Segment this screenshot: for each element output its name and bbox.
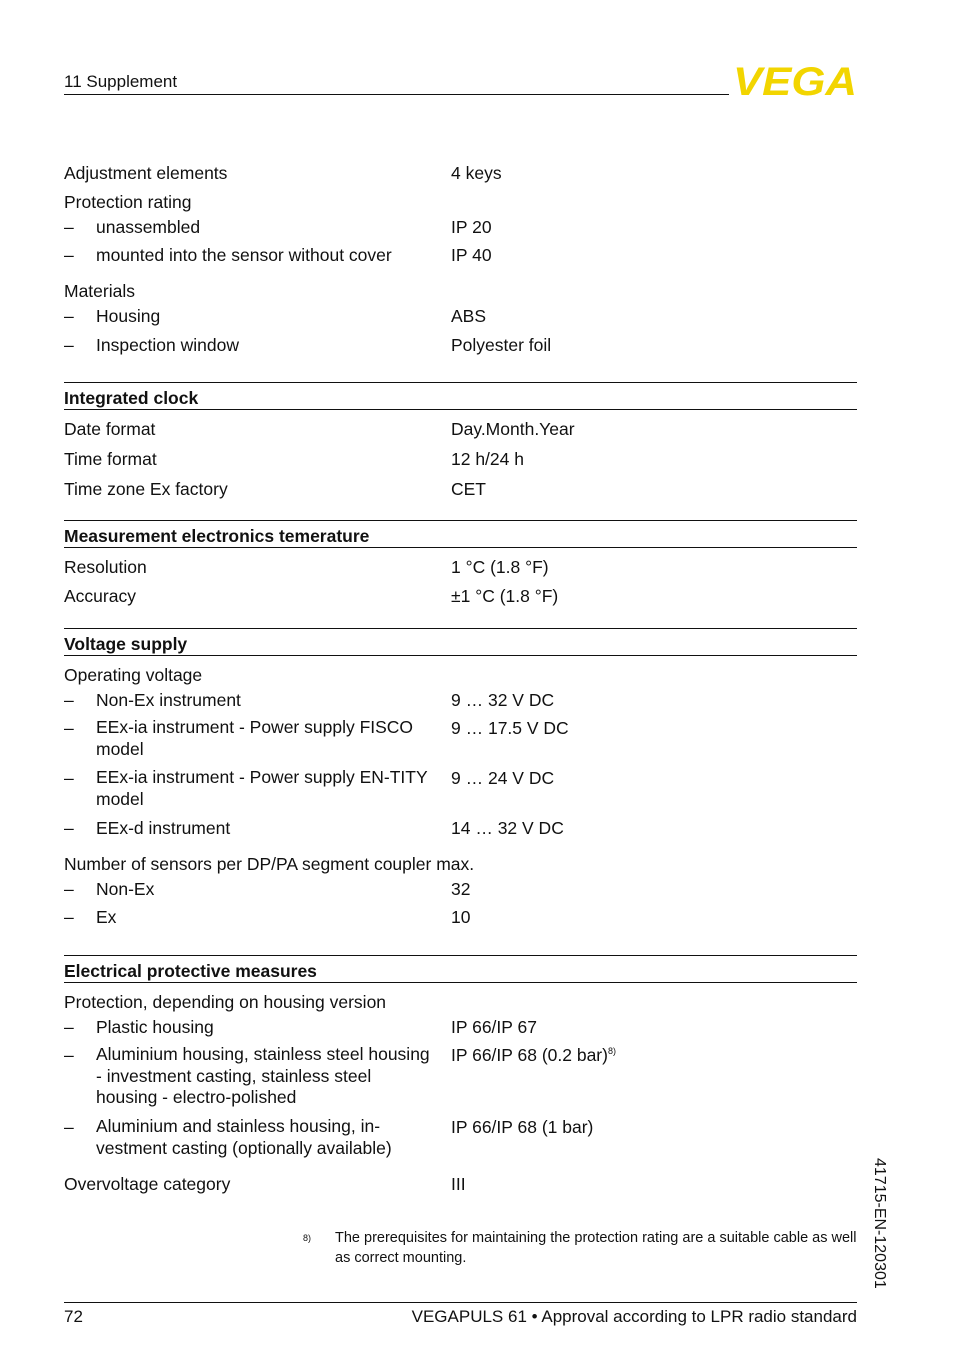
value-eex-ia-entity: 9 … 24 V DC bbox=[451, 768, 555, 788]
dash: – bbox=[64, 690, 74, 710]
page-number: 72 bbox=[64, 1307, 83, 1326]
value-aluminium-investment-casting: IP 66/IP 68 (1 bar) bbox=[451, 1117, 594, 1137]
dash: – bbox=[64, 879, 74, 899]
section-title: Measurement electronics temerature bbox=[64, 526, 370, 546]
value-inspection-window: Polyester foil bbox=[451, 335, 552, 355]
dash: – bbox=[64, 818, 74, 838]
dash: – bbox=[64, 217, 74, 237]
value-overvoltage-category: III bbox=[451, 1174, 466, 1194]
vega-logo bbox=[733, 63, 857, 99]
dash: – bbox=[64, 1017, 74, 1037]
dash: – bbox=[64, 1045, 74, 1065]
label-sensors-non-ex: Non-Ex bbox=[96, 879, 155, 899]
section-electrical-protective-measures bbox=[64, 955, 857, 983]
footnote-ref: 8) bbox=[607, 1046, 616, 1057]
label-eex-ia-fisco: EEx-ia instrument - Power supply FISCO model bbox=[96, 717, 414, 759]
footer-rule bbox=[64, 1302, 857, 1303]
dash: – bbox=[64, 768, 74, 788]
section-title: Electrical protective measures bbox=[64, 961, 317, 981]
section-title: Integrated clock bbox=[64, 388, 199, 408]
value-eex-d-instrument: 14 … 32 V DC bbox=[451, 818, 564, 838]
label-operating-voltage: Operating voltage bbox=[64, 665, 203, 685]
dash: – bbox=[64, 907, 74, 927]
label-protection-rating: Protection rating bbox=[64, 192, 192, 212]
value-plastic-housing: IP 66/IP 67 bbox=[451, 1017, 537, 1037]
value-adjustment-elements: 4 keys bbox=[451, 163, 502, 183]
label-eex-ia-entity: EEx-ia instrument - Power supply EN-TITY model bbox=[96, 767, 428, 809]
label-mounted-no-cover: mounted into the sensor without cover bbox=[96, 245, 392, 265]
value-unassembled: IP 20 bbox=[451, 217, 492, 237]
label-inspection-window: Inspection window bbox=[96, 335, 239, 355]
footnote-mark: 8) bbox=[303, 1233, 312, 1243]
label-date-format: Date format bbox=[64, 419, 156, 439]
label-overvoltage-category: Overvoltage category bbox=[64, 1174, 231, 1194]
document-code: 41715-EN-120301 bbox=[871, 1158, 888, 1289]
section-voltage-supply bbox=[64, 628, 857, 656]
value-time-format: 12 h/24 h bbox=[451, 449, 524, 469]
value-non-ex-instrument: 9 … 32 V DC bbox=[451, 690, 555, 710]
dash: – bbox=[64, 718, 74, 738]
label-aluminium-stainless-housing: Aluminium housing, stainless steel housing - investment casting, stainless steel housing - electro-polished bbox=[96, 1044, 430, 1107]
label-housing: Housing bbox=[96, 306, 161, 326]
value-date-format: Day.Month.Year bbox=[451, 419, 575, 439]
label-eex-d-instrument: EEx-d instrument bbox=[96, 818, 231, 838]
label-plastic-housing: Plastic housing bbox=[96, 1017, 214, 1037]
label-non-ex-instrument: Non-Ex instrument bbox=[96, 690, 241, 710]
section-electronics-temperature bbox=[64, 520, 857, 548]
value-eex-ia-fisco: 9 … 17.5 V DC bbox=[451, 718, 569, 738]
dash: – bbox=[64, 245, 74, 265]
label-time-format: Time format bbox=[64, 449, 157, 469]
dash: – bbox=[64, 306, 74, 326]
dash: – bbox=[64, 1117, 74, 1137]
value-text: IP 66/IP 68 (0.2 bar) bbox=[451, 1045, 608, 1065]
value-time-zone: CET bbox=[451, 479, 486, 499]
value-resolution: 1 °C (1.8 °F) bbox=[451, 557, 549, 577]
value-aluminium-stainless-housing bbox=[451, 1045, 616, 1066]
value-sensors-ex: 10 bbox=[451, 907, 471, 927]
value-housing: ABS bbox=[451, 306, 487, 326]
label-adjustment-elements: Adjustment elements bbox=[64, 163, 228, 183]
label-protection-housing-version: Protection, depending on housing version bbox=[64, 992, 387, 1012]
label-accuracy: Accuracy bbox=[64, 586, 136, 606]
label-aluminium-investment-casting: Aluminium and stainless housing, in-vestment casting (optionally available) bbox=[96, 1116, 392, 1158]
label-sensors-per-segment: Number of sensors per DP/PA segment coupler max. bbox=[64, 854, 475, 874]
label-time-zone: Time zone Ex factory bbox=[64, 479, 228, 499]
label-sensors-ex: Ex bbox=[96, 907, 117, 927]
dash: – bbox=[64, 335, 74, 355]
label-unassembled: unassembled bbox=[96, 217, 201, 237]
value-sensors-non-ex: 32 bbox=[451, 879, 471, 899]
header-section: 11 Supplement bbox=[64, 72, 178, 91]
footnote-text: The prerequisites for maintaining the protection rating are a suitable cable as well as correct mounting. bbox=[335, 1230, 857, 1266]
header-rule bbox=[64, 94, 729, 95]
section-title: Voltage supply bbox=[64, 634, 188, 654]
footer-title: VEGAPULS 61 • Approval according to LPR radio standard bbox=[411, 1307, 857, 1326]
label-materials: Materials bbox=[64, 281, 135, 301]
value-accuracy: ±1 °C (1.8 °F) bbox=[451, 586, 559, 606]
value-mounted-no-cover: IP 40 bbox=[451, 245, 492, 265]
section-integrated-clock bbox=[64, 382, 857, 410]
logo-text: VEGA bbox=[733, 63, 857, 99]
label-resolution: Resolution bbox=[64, 557, 147, 577]
